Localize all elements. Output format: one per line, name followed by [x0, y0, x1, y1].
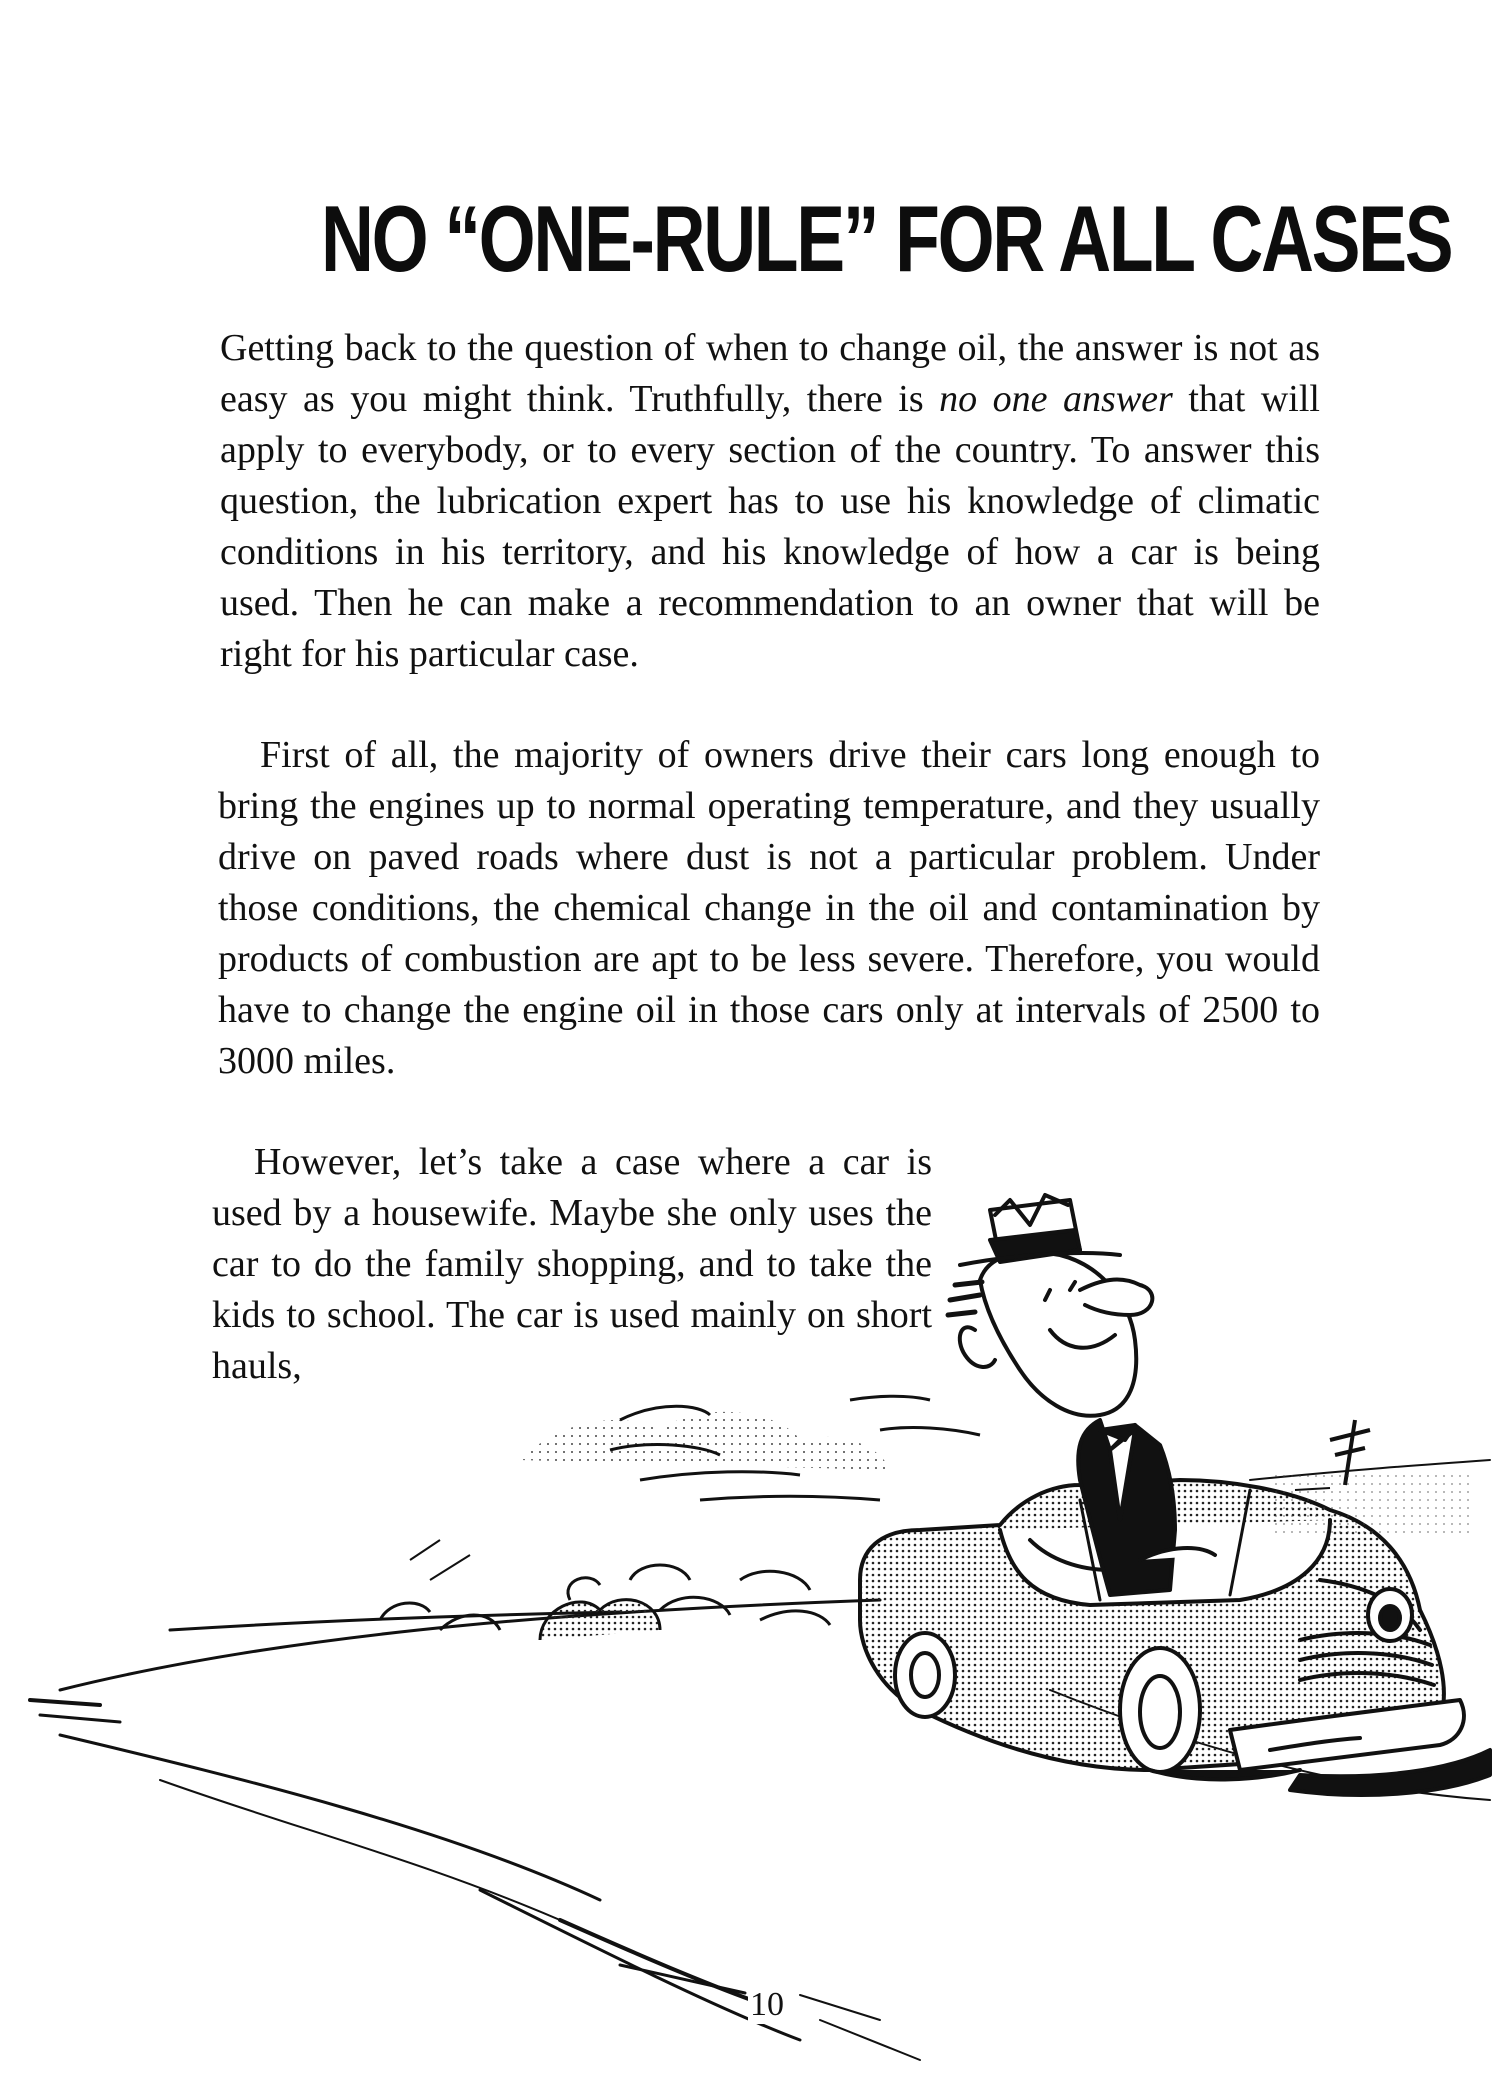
paragraph-1-text-a: Getting back to the question of when to change oil, the answer is not as easy as you might think. Truthfully, there is [220, 327, 1320, 420]
page-title: NO “ONE-RULE” FOR ALL CASES [321, 186, 1452, 291]
paragraph-2: First of all, the majority of owners drive their cars long enough to bring the engines up to normal operating temperature, and they usually drive on paved roads where dust is not a particular problem. Under those conditions, the chemical change in the oil and contamination by products of combustion are apt to be less severe. Therefore, you would have to change the engine oil in those cars only at intervals of 2500 to 3000 miles. [218, 734, 1320, 1082]
paragraph-1-emphasis: no one answer [939, 378, 1173, 420]
page-number: 10 [750, 1986, 784, 2023]
paragraph-1-text-b: that will apply to everybody, or to every section of the country. To answer this question, the lubrication expert has to use his knowledge of climatic conditions in his territory, and his knowledge of how a car is being used. Then he can make a recommendation to an owner that will be right for his particular case. [220, 378, 1320, 675]
paragraph-3: However, let’s take a case where a car is used by a housewife. Maybe she only uses the car to do the family shopping, and to take the kids to school. The car is used mainly on short hauls, [212, 1141, 932, 1387]
